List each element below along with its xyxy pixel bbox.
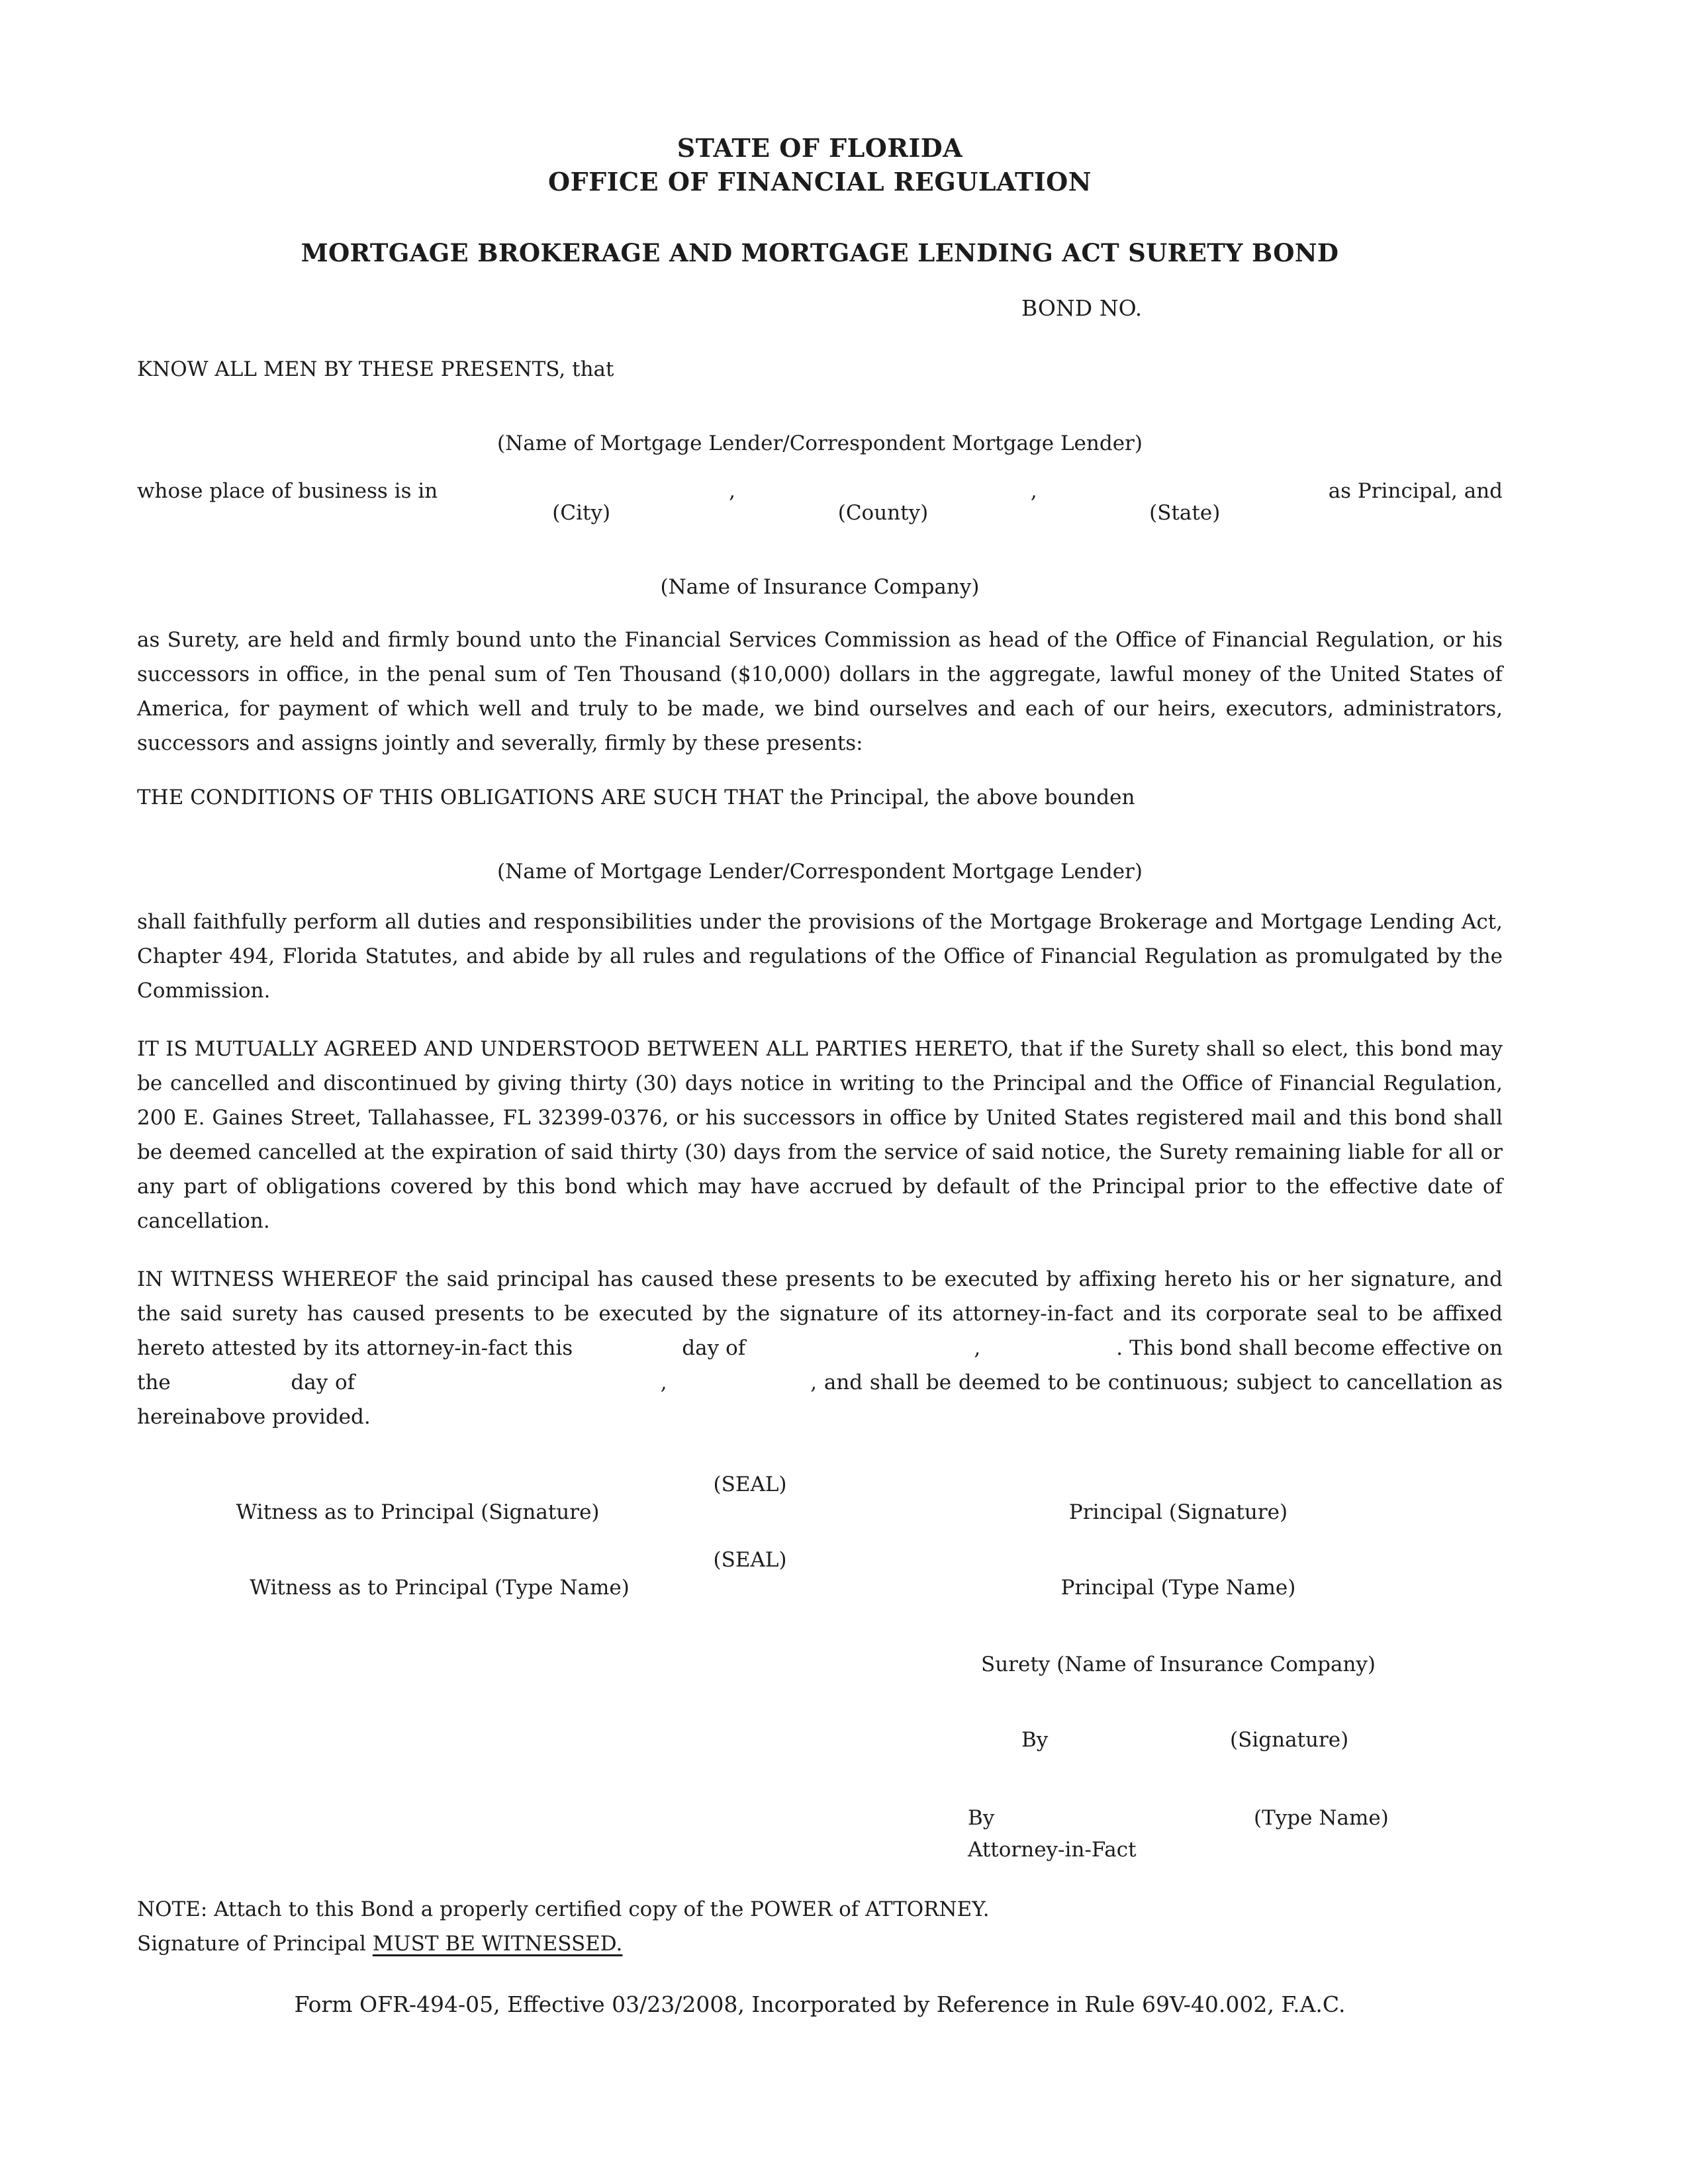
principal-signature-label: Principal (Signature) (1068, 1500, 1288, 1524)
note-block (137, 1892, 1503, 1961)
principal-signature-field[interactable] (1011, 1462, 1348, 1491)
execution-year-field[interactable] (987, 1351, 1109, 1355)
city-label: (City) (552, 501, 611, 525)
comma-separator: , (729, 479, 736, 503)
signature-block (137, 1458, 1503, 1882)
comma-separator: , (1030, 479, 1037, 503)
lender-name-field[interactable] (456, 400, 1184, 426)
bond-number-label: BOND NO. (1021, 295, 1143, 321)
state-heading: STATE OF FLORIDA (677, 133, 963, 163)
by-label-1: By (1021, 1728, 1049, 1752)
county-field[interactable] (761, 474, 1006, 496)
witness-text-2: day of (682, 1336, 746, 1360)
witness-text-4: . This bond shall become effective on the (137, 1336, 1503, 1394)
city-field[interactable] (459, 474, 704, 496)
signature-paren-label: (Signature) (1230, 1728, 1349, 1752)
city-field-group (438, 474, 725, 530)
form-reference-footer: Form OFR-494-05, Effective 03/23/2008, Incorporated by Reference in Rule 69V-40.002, F.A.C. (294, 1991, 1346, 2017)
typename-paren-label: (Type Name) (1254, 1806, 1389, 1830)
place-of-business-row (137, 474, 1503, 530)
conditions-clause: THE CONDITIONS OF THIS OBLIGATIONS ARE SUCH THAT the Principal, the above bounden (137, 786, 1135, 809)
by-typename-row (968, 1801, 1389, 1835)
principal-typename-label: Principal (Type Name) (1060, 1576, 1296, 1600)
surety-signature-field[interactable] (1055, 1743, 1223, 1747)
witness-signature-field[interactable] (250, 1462, 594, 1491)
insurance-company-label: (Name of Insurance Company) (660, 575, 980, 599)
effective-day-field[interactable] (178, 1385, 284, 1389)
surety-company-label: Surety (Name of Insurance Company) (980, 1653, 1376, 1676)
note-line-2 (137, 1927, 1503, 1961)
seal-marker-2: (SEAL) (713, 1548, 787, 1572)
by-label-2: By (968, 1806, 995, 1830)
witness-text-3: , (974, 1336, 981, 1360)
must-be-witnessed-text: MUST BE WITNESSED. (372, 1932, 623, 1956)
execution-day-field[interactable] (579, 1351, 675, 1355)
insurance-company-field[interactable] (456, 543, 1184, 570)
as-principal-suffix: as Principal, and (1328, 479, 1503, 503)
witness-signature-label: Witness as to Principal (Signature) (236, 1500, 600, 1524)
lender-name-label: (Name of Mortgage Lender/Correspondent Mortgage Lender) (497, 432, 1143, 455)
in-witness-paragraph (137, 1262, 1503, 1434)
witness-text-5: day of (291, 1371, 355, 1394)
lender-name-field-2[interactable] (456, 828, 1184, 854)
surety-company-name-field[interactable] (991, 1614, 1362, 1643)
effective-year-field[interactable] (674, 1385, 803, 1389)
know-all-clause: KNOW ALL MEN BY THESE PRESENTS, that (137, 357, 614, 381)
by-signature-row (1021, 1723, 1348, 1757)
office-heading: OFFICE OF FINANCIAL REGULATION (548, 167, 1092, 197)
state-field[interactable] (1062, 474, 1307, 496)
effective-month-field[interactable] (362, 1385, 653, 1389)
seal-marker-1: (SEAL) (713, 1473, 787, 1496)
principal-typename-field[interactable] (1011, 1537, 1348, 1567)
form-title: MORTGAGE BROKERAGE AND MORTGAGE LENDING ACT SURETY BOND (301, 238, 1339, 267)
place-of-business-prefix: whose place of business is in (137, 479, 438, 503)
surety-paragraph: as Surety, are held and firmly bound unto the Financial Services Commission as head of the Office of Financial Regulation, or his successors in office, in the penal sum of Ten Thousand ($10,000) dollars in the aggregate, lawful money of the United States of America, for payment of which well and truly to be made, we bind ourselves and each of our heirs, executors, administrators, successors and assigns jointly and severally, firmly by these presents: (137, 628, 1503, 755)
lender-name-label-2: (Name of Mortgage Lender/Correspondent Mortgage Lender) (497, 860, 1143, 884)
witness-typename-label: Witness as to Principal (Type Name) (250, 1576, 630, 1600)
attorney-in-fact-label: Attorney-in-Fact (968, 1838, 1137, 1862)
witness-text-7: , and shall be deemed to be continuous; subject to cancellation as hereinabove provided. (137, 1371, 1503, 1429)
faithful-performance-paragraph: shall faithfully perform all duties and responsibilities under the provisions of the Mortgage Brokerage and Mortgage Lending Act, Chapter 494, Florida Statutes, and abide by all rules and regulations of the Office of Financial Regulation as promulgated by the Commission. (137, 910, 1503, 1003)
note-line-1: NOTE: Attach to this Bond a properly certified copy of the POWER of ATTORNEY. (137, 1897, 990, 1921)
witness-text-6: , (660, 1371, 667, 1394)
witness-text-1: IN WITNESS WHEREOF the said principal has caused these presents to be executed by affixing hereto his or her signature, and the said surety has caused presents to be executed by the signature of its attorney-in-fact and its corporate seal to be affixed hereto attested by its attorney-in-fact this (137, 1267, 1503, 1360)
county-field-group (739, 474, 1027, 530)
state-field-group (1041, 474, 1329, 530)
state-label: (State) (1149, 501, 1221, 525)
note-line-2-prefix: Signature of Principal (137, 1932, 366, 1956)
witness-typename-field[interactable] (250, 1537, 620, 1567)
county-label: (County) (837, 501, 929, 525)
mutual-agreement-paragraph: IT IS MUTUALLY AGREED AND UNDERSTOOD BETWEEN ALL PARTIES HERETO, that if the Surety shall so elect, this bond may be cancelled and discontinued by giving thirty (30) days notice in writing to the Principal and the Office of Financial Regulation, 200 E. Gaines Street, Tallahassee, FL 32399-0376, or his successors in office by United States registered mail and this bond shall be deemed cancelled at the expiration of said thirty (30) days from the service of said notice, the Surety remaining liable for all or any part of obligations covered by this bond which may have accrued by default of the Principal prior to the effective date of cancellation. (137, 1037, 1503, 1233)
surety-typename-field[interactable] (1001, 1821, 1247, 1825)
execution-month-field[interactable] (752, 1351, 967, 1355)
